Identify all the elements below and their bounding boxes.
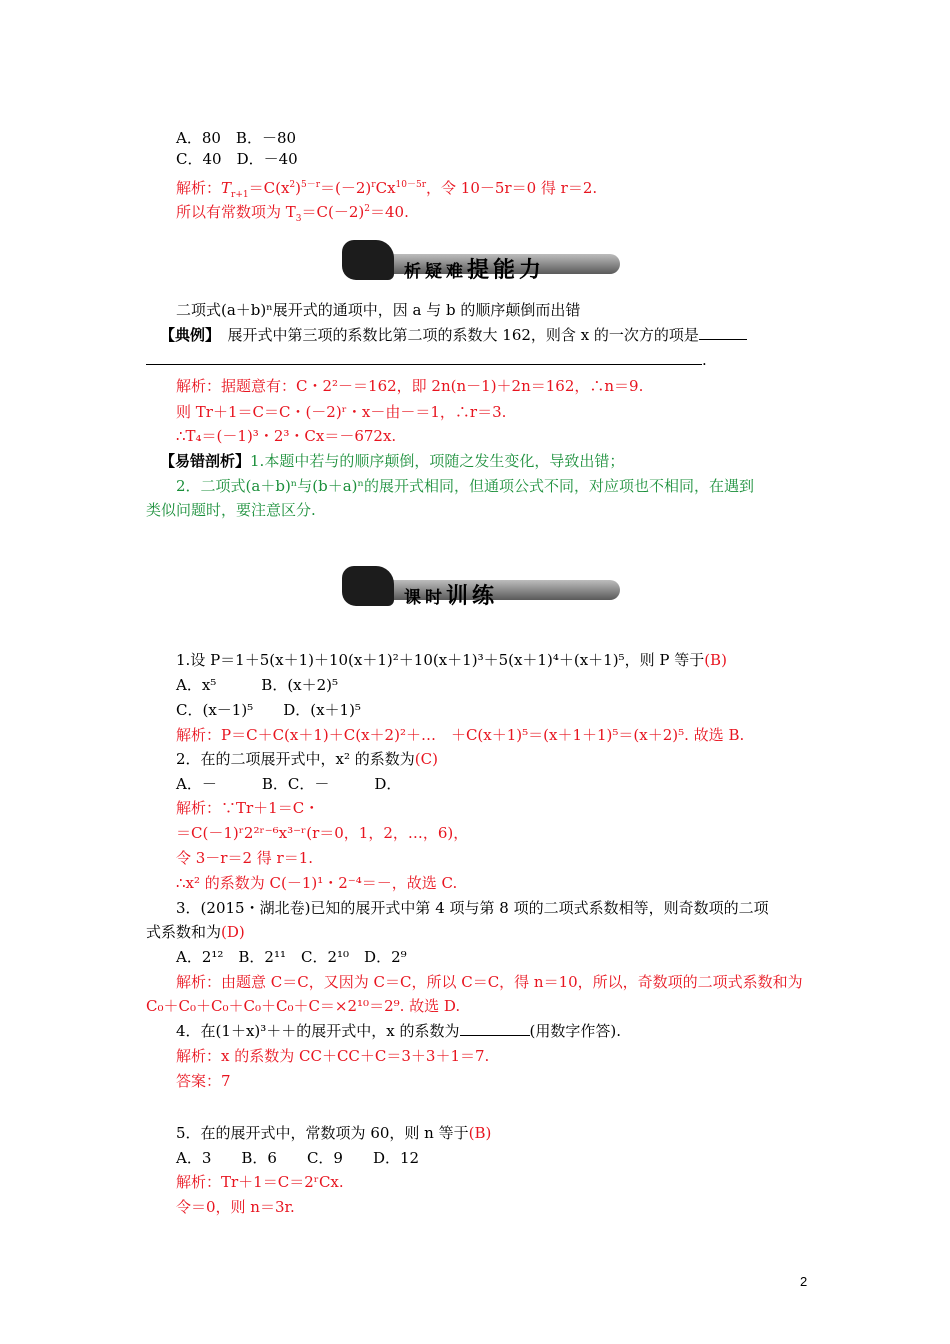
error-analysis-line-3: 类似问题时，要注意区分.: [146, 501, 316, 519]
section-banner-analysis: [330, 240, 630, 284]
example-line: 【典例】 展开式中第三项的系数比第二项的系数大 162，则含 x 的一次方的项是: [160, 325, 747, 345]
question-4-stem: 4．在(1＋x)³＋＋的展开式中，x 的系数为 (用数字作答).: [176, 1022, 621, 1040]
error-analysis-line-1: 【易错剖析】1.本题中若与的顺序颠倒，项随之发生变化，导致出错；: [160, 452, 625, 470]
option-line-cd: C．40 D．－40: [176, 150, 298, 168]
question-1-options-ab: A．x⁵ B．(x＋2)⁵: [176, 676, 339, 694]
banner-title: 课时训练: [404, 584, 499, 609]
banner-title: 析疑难提能力: [404, 258, 546, 283]
question-2-solution-line-4: ∴x² 的系数为 C(－1)¹・2⁻⁴＝－，故选 C.: [176, 874, 458, 892]
question-2-options: A．－ B．C．－ D．: [176, 775, 402, 793]
question-1-solution: 解析：P＝C＋C(x＋1)＋C(x＋2)²＋… ＋C(x＋1)⁵＝(x＋1＋1)⁵＝(x＋2)⁵. 故选 B.: [176, 726, 745, 744]
page-number: 2: [800, 1274, 808, 1289]
question-3-stem-line-2: 式系数和为(D): [146, 923, 245, 941]
question-5-options: A．3 B．6 C．9 D．12: [176, 1149, 420, 1167]
error-analysis-line-2: 2．二项式(a＋b)ⁿ与(b＋a)ⁿ的展开式相同，但通项公式不同，对应项也不相同，在遇到: [176, 477, 755, 495]
question-2-solution-line-3: 令 3－r＝2 得 r＝1.: [176, 849, 314, 867]
question-1-stem: 1.设 P＝1＋5(x＋1)＋10(x＋1)²＋10(x＋1)³＋5(x＋1)⁴＋(x＋1)⁵，则 P 等于(B): [176, 651, 727, 669]
cyclist-icon: [342, 566, 394, 606]
section-banner-practice: [330, 566, 630, 610]
answer-blank-long: [146, 350, 702, 365]
example-solution-line-3: ∴T₄＝(－1)³・2³・Cx＝－672x.: [176, 427, 397, 445]
question-2-stem: 2．在的二项展开式中，x² 的系数为(C): [176, 750, 438, 768]
question-5-stem: 5．在的展开式中，常数项为 60，则 n 等于(B): [176, 1124, 492, 1142]
example-solution-line-1: 解析：据题意有：C・2²－＝162，即 2n(n－1)＋2n＝162，∴n＝9.: [176, 377, 644, 395]
question-3-stem-line-1: 3．(2015・湖北卷)已知的展开式中第 4 项与第 8 项的二项式系数相等，则奇数项的二项: [176, 899, 769, 917]
question-4-answer: 答案：7: [176, 1072, 231, 1090]
solution-1-line-1: 解析：$T_{r+1}=C(x^2)^{5-r}=(-2)^rCx^{10-5r}$，令 10－5r＝0 得 r＝2.: [176, 179, 598, 200]
question-4-solution: 解析：x 的系数为 CC＋CC＋C＝3＋3＋1＝7.: [176, 1047, 490, 1065]
question-5-solution-line-2: 令＝0，则 n＝3r.: [176, 1198, 295, 1216]
question-2-solution-line-2: ＝C(－1)ʳ2²ʳ⁻⁶x³⁻ʳ(r＝0，1，2，…，6)，: [176, 824, 469, 842]
question-3-options: A．2¹² B．2¹¹ C．2¹⁰ D．2⁹: [176, 948, 407, 966]
question-3-solution-line-1: 解析：由题意 C＝C，又因为 C＝C，所以 C＝C，得 n＝10，所以，奇数项的二项式系数和为: [176, 973, 803, 991]
section-heading: 二项式(a＋b)ⁿ展开式的通项中，因 a 与 b 的顺序颠倒而出错: [176, 301, 581, 319]
example-blank-line: .: [146, 350, 707, 370]
question-3-solution-line-2: C₀＋C₀＋C₀＋C₀＋C₀＋C＝×2¹⁰＝2⁹. 故选 D.: [146, 997, 461, 1015]
solution-1-line-2: 所以有常数项为 $T_3=C(-2)^2=40$.: [176, 203, 409, 224]
answer-blank: [699, 325, 747, 340]
answer-blank: [460, 1021, 530, 1036]
option-line-ab: A．80 B．－80: [176, 129, 297, 147]
example-solution-line-2: 则 Tr＋1＝C＝C・(－2)ʳ・x－由－＝1，∴r＝3.: [176, 403, 507, 421]
question-2-solution-line-1: 解析：∵Tr＋1＝C・: [176, 799, 320, 817]
question-5-solution-line-1: 解析：Tr＋1＝C＝2ʳCx.: [176, 1173, 344, 1191]
dancers-icon: [342, 240, 394, 280]
question-1-options-cd: C．(x－1)⁵ D．(x＋1)⁵: [176, 701, 361, 719]
